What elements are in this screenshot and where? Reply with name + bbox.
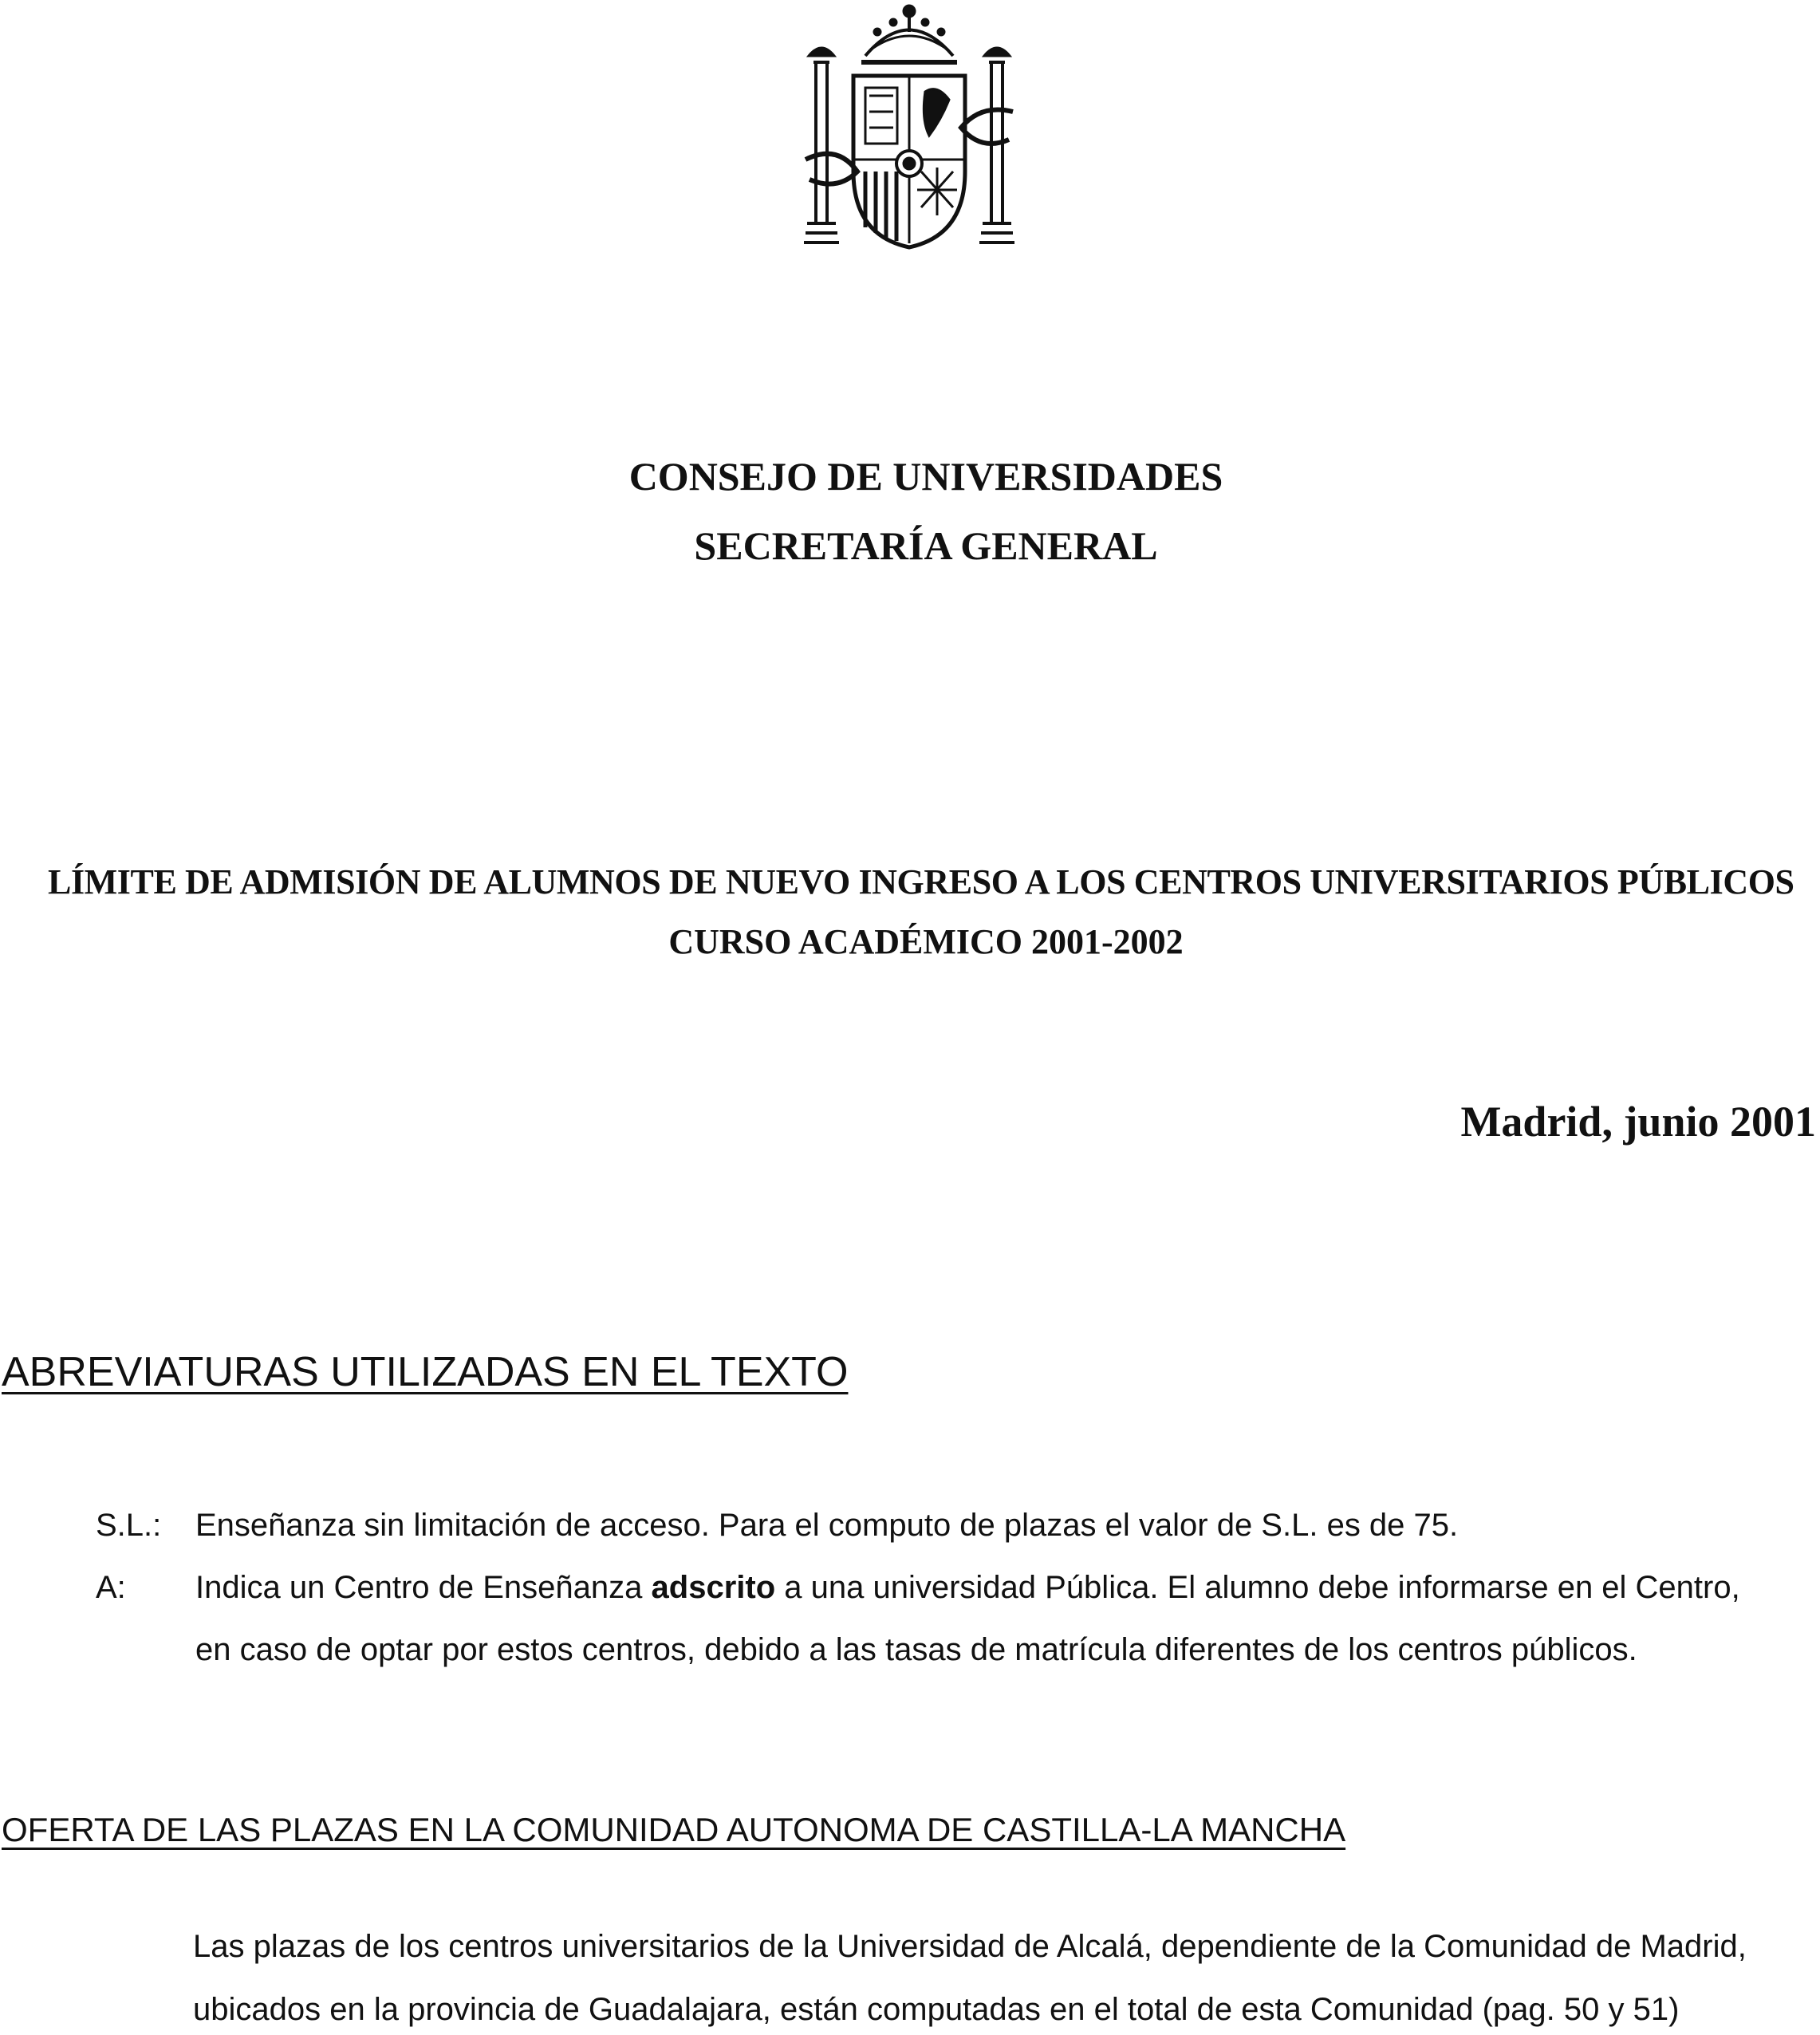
description-text: a una universidad Pública. El alumno debe informarse en el Centro, — [775, 1570, 1740, 1605]
offer-paragraph-line: Las plazas de los centros universitarios de la Universidad de Alcalá, dependiente de la Comunidad de Madrid, — [193, 1929, 1747, 1964]
place-and-date: Madrid, junio 2001 — [1460, 1098, 1816, 1146]
abbreviation-description: Enseñanza sin limitación de acceso. Para el computo de plazas el valor de S.L. es de 75. — [195, 1508, 1459, 1543]
description-bold-term: adscrito — [651, 1570, 776, 1605]
coat-of-arms-emblem — [790, 0, 1029, 259]
offer-paragraph-line: ubicados en la provincia de Guadalajara, están computadas en el total de esta Comunidad (pag. 50 y 51) — [193, 1992, 1680, 2027]
document-title: LÍMITE DE ADMISIÓN DE ALUMNOS DE NUEVO INGRESO A LOS CENTROS UNIVERSITARIOS PÚBLICOS — [48, 862, 1794, 901]
abbreviation-description — [195, 1570, 1740, 1606]
abbreviation-code: A: — [96, 1570, 126, 1605]
secretariat-title: SECRETARÍA GENERAL — [694, 523, 1158, 568]
abbreviation-code: S.L.: — [96, 1508, 162, 1543]
academic-year-title: CURSO ACADÉMICO 2001-2002 — [668, 922, 1184, 961]
abbreviations-heading: ABREVIATURAS UTILIZADAS EN EL TEXTO — [2, 1349, 849, 1395]
abbreviation-description-continued: en caso de optar por estos centros, debido a las tasas de matrícula diferentes de los centros públicos. — [195, 1632, 1637, 1667]
offer-heading: OFERTA DE LAS PLAZAS EN LA COMUNIDAD AUTONOMA DE CASTILLA-LA MANCHA — [2, 1811, 1346, 1848]
description-text: Indica un Centro de Enseñanza — [195, 1570, 652, 1605]
council-title: CONSEJO DE UNIVERSIDADES — [628, 454, 1223, 499]
